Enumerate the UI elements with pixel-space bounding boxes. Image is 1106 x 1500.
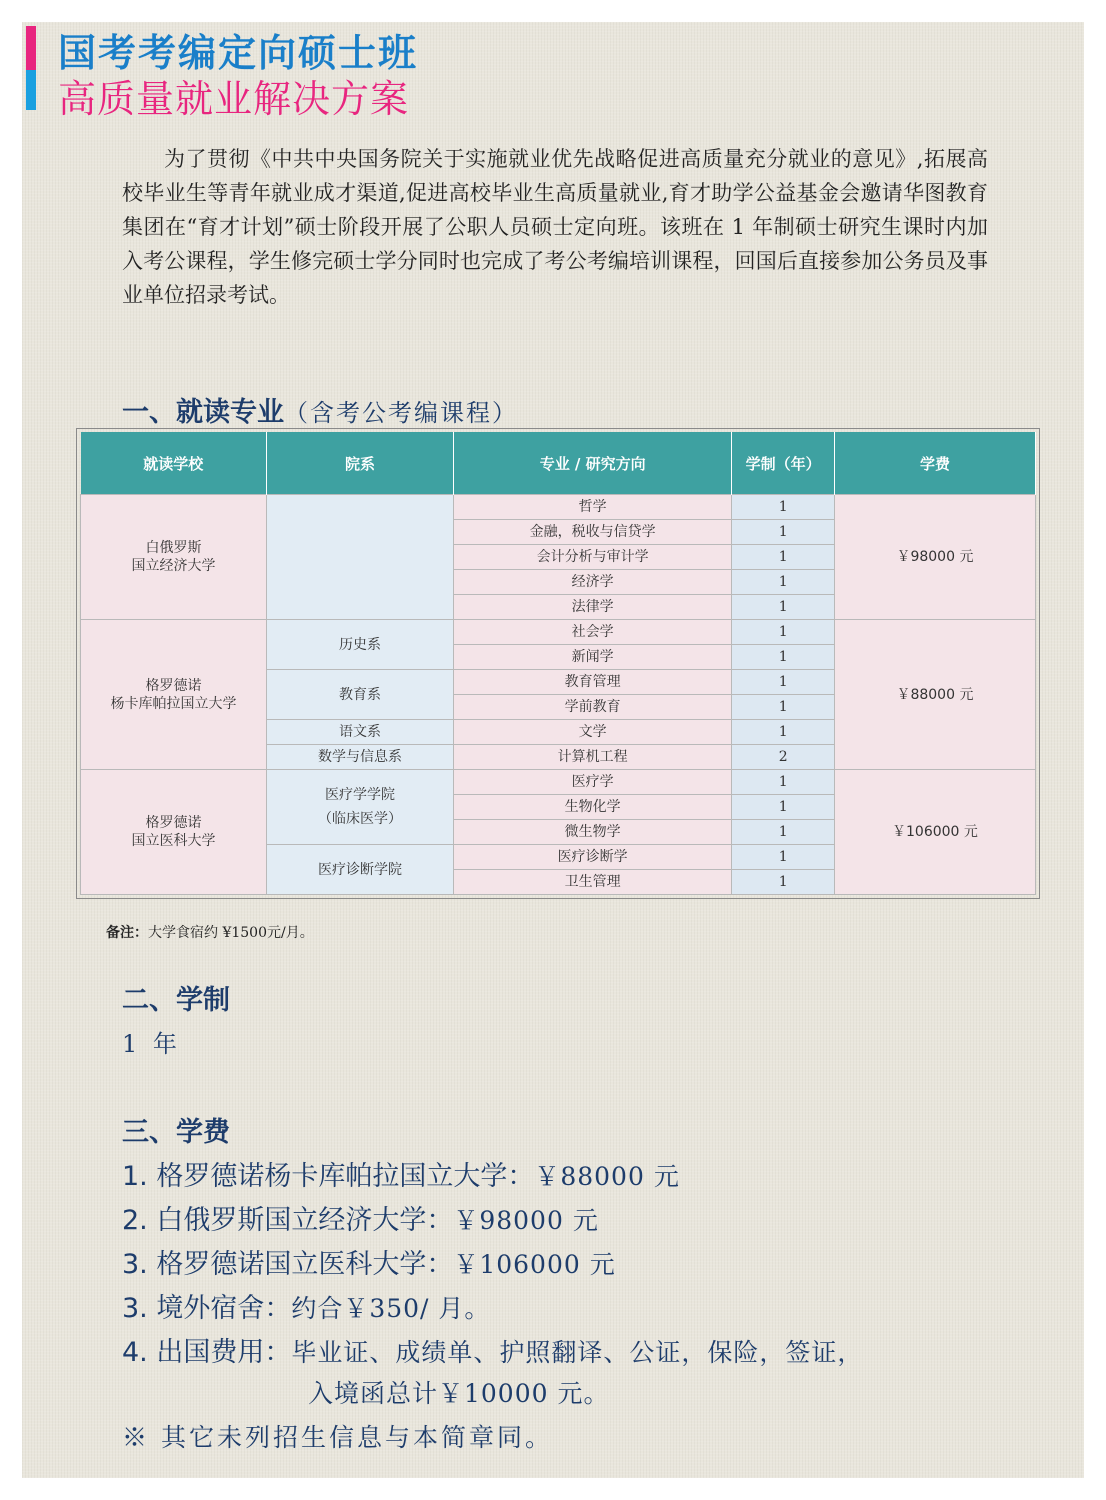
major-cell: 教育管理 xyxy=(453,670,731,695)
major-cell: 文学 xyxy=(453,720,731,745)
fee-item-label: 1. 格罗德诺杨卡库帕拉国立大学： xyxy=(122,1161,535,1192)
dept-cell xyxy=(266,720,453,745)
duration-cell: 1 xyxy=(732,695,835,720)
section1-heading xyxy=(122,390,518,429)
school-name-line1: 白俄罗斯 xyxy=(145,540,202,556)
title-accent-bar-blue xyxy=(26,70,36,110)
fee-cell: ￥88000 元 xyxy=(834,620,1035,770)
section3-heading: 三、学费 xyxy=(122,1117,230,1148)
school-name-line2: 国立经济大学 xyxy=(131,558,216,574)
school-name-line1: 格罗德诺 xyxy=(145,815,202,831)
header-duration: 学制（年） xyxy=(732,432,835,495)
header-school: 就读学校 xyxy=(81,432,267,495)
dept-cell xyxy=(266,495,453,620)
dept-cell xyxy=(266,770,453,845)
header-dept: 院系 xyxy=(266,432,453,495)
dept-name-line1: 数学与信息系 xyxy=(317,749,402,765)
dept-name-line1: 医疗学学院 xyxy=(324,787,395,803)
table-header-row xyxy=(81,432,1036,495)
fee-item-continuation xyxy=(308,1374,609,1410)
school-cell xyxy=(81,770,267,895)
duration-cell: 1 xyxy=(732,520,835,545)
major-cell: 哲学 xyxy=(453,495,731,520)
dept-name-line1: 历史系 xyxy=(338,636,381,653)
major-cell: 经济学 xyxy=(453,570,731,595)
fee-item-value: 约合￥350/ 月。 xyxy=(291,1294,491,1323)
major-cell: 新闻学 xyxy=(453,645,731,670)
intro-paragraph: 为了贯彻《中共中央国务院关于实施就业优先战略促进高质量充分就业的意见》,拓展高校毕业生等青年就业成才渠道,促进高校毕业生高质量就业,育才助学公益基金会邀请华图教育集团在“育才计划”硕士阶段开展了公职人员硕士定向班。该班在 1 年制硕士研究生课时内加入考公课程，学生修完硕士学分同时也完成了考公考编培训课程，回国后直接参加公务员及事业单位招录考试。 xyxy=(122,147,988,307)
table-row xyxy=(81,770,1036,795)
section1-subtitle: （含考公考编课程） xyxy=(284,399,518,427)
fee-item xyxy=(122,1154,680,1193)
dept-cell xyxy=(266,845,453,895)
table-note xyxy=(106,922,314,942)
duration-cell: 1 xyxy=(732,770,835,795)
dept-name-line1: 医疗诊断学院 xyxy=(317,861,402,878)
fee-item xyxy=(122,1198,599,1237)
fee-item-value: ￥106000 元 xyxy=(453,1250,616,1279)
majors-table-frame xyxy=(76,428,1040,899)
major-cell: 医疗学 xyxy=(453,770,731,795)
header-major: 专业 / 研究方向 xyxy=(453,432,731,495)
dept-name-line1: 语文系 xyxy=(338,724,381,740)
section2-heading: 二、学制 xyxy=(122,985,230,1016)
dept-cell xyxy=(266,620,453,670)
major-cell: 金融，税收与信贷学 xyxy=(453,520,731,545)
section1-title: 一、就读专业 xyxy=(122,397,284,428)
duration-cell: 1 xyxy=(732,645,835,670)
fee-item-label: 3. 境外宿舍： xyxy=(122,1293,292,1324)
fee-item-value: ￥88000 元 xyxy=(534,1162,680,1191)
fee-item xyxy=(122,1286,490,1325)
fee-item xyxy=(122,1242,616,1281)
major-cell: 社会学 xyxy=(453,620,731,645)
major-cell: 生物化学 xyxy=(453,795,731,820)
school-name-line2: 杨卡库帕拉国立大学 xyxy=(110,695,237,712)
major-cell: 卫生管理 xyxy=(453,870,731,895)
remark-line: ※ 其它未列招生信息与本简章同。 xyxy=(122,1423,553,1452)
fee-cell: ￥106000 元 xyxy=(834,770,1035,895)
dept-cell xyxy=(266,745,453,770)
school-name-line1: 格罗德诺 xyxy=(145,677,202,694)
table-row xyxy=(81,620,1036,645)
major-cell: 微生物学 xyxy=(453,820,731,845)
duration-cell: 1 xyxy=(732,870,835,895)
title-accent-bar-pink xyxy=(26,26,36,70)
fee-item-label: 4. 出国费用： xyxy=(122,1337,292,1368)
duration-cell: 1 xyxy=(732,495,835,520)
dept-name-line1: 教育系 xyxy=(338,686,381,703)
school-name-line2: 国立医科大学 xyxy=(131,833,216,849)
page-subtitle: 高质量就业解决方案 xyxy=(58,77,410,121)
page-title: 国考考编定向硕士班 xyxy=(58,31,419,75)
fee-item-label: 3. 格罗德诺国立医科大学： xyxy=(122,1249,454,1280)
fee-item-value: ￥98000 元 xyxy=(453,1206,599,1235)
duration-cell: 1 xyxy=(732,545,835,570)
fee-item xyxy=(122,1330,863,1369)
school-cell xyxy=(81,620,267,770)
major-cell: 法律学 xyxy=(453,595,731,620)
table-body xyxy=(81,495,1036,895)
fee-continuation-text: 入境函总计￥10000 元。 xyxy=(308,1379,610,1408)
duration-cell: 2 xyxy=(732,745,835,770)
fee-item-value: 毕业证、成绩单、护照翻译、公证，保险，签证， xyxy=(291,1338,864,1367)
dept-name-line2: （临床医学） xyxy=(317,811,402,827)
major-cell: 会计分析与审计学 xyxy=(453,545,731,570)
duration-cell: 1 xyxy=(732,845,835,870)
table-row xyxy=(81,495,1036,520)
major-cell: 学前教育 xyxy=(453,695,731,720)
brochure-page xyxy=(22,22,1084,1478)
majors-table xyxy=(80,432,1036,895)
duration-cell: 1 xyxy=(732,570,835,595)
dept-cell xyxy=(266,670,453,720)
duration-cell: 1 xyxy=(732,820,835,845)
duration-cell: 1 xyxy=(732,720,835,745)
fee-item-label: 2. 白俄罗斯国立经济大学： xyxy=(122,1205,454,1236)
header-fee: 学费 xyxy=(834,432,1035,495)
duration-cell: 1 xyxy=(732,795,835,820)
duration-cell: 1 xyxy=(732,595,835,620)
duration-cell: 1 xyxy=(732,620,835,645)
fee-cell: ￥98000 元 xyxy=(834,495,1035,620)
note-text: 大学食宿约 ¥1500元/月。 xyxy=(148,925,314,941)
major-cell: 医疗诊断学 xyxy=(453,845,731,870)
school-cell xyxy=(81,495,267,620)
section2-value: 1 年 xyxy=(122,1030,181,1058)
major-cell: 计算机工程 xyxy=(453,745,731,770)
note-label: 备注： xyxy=(106,925,148,941)
duration-cell: 1 xyxy=(732,670,835,695)
